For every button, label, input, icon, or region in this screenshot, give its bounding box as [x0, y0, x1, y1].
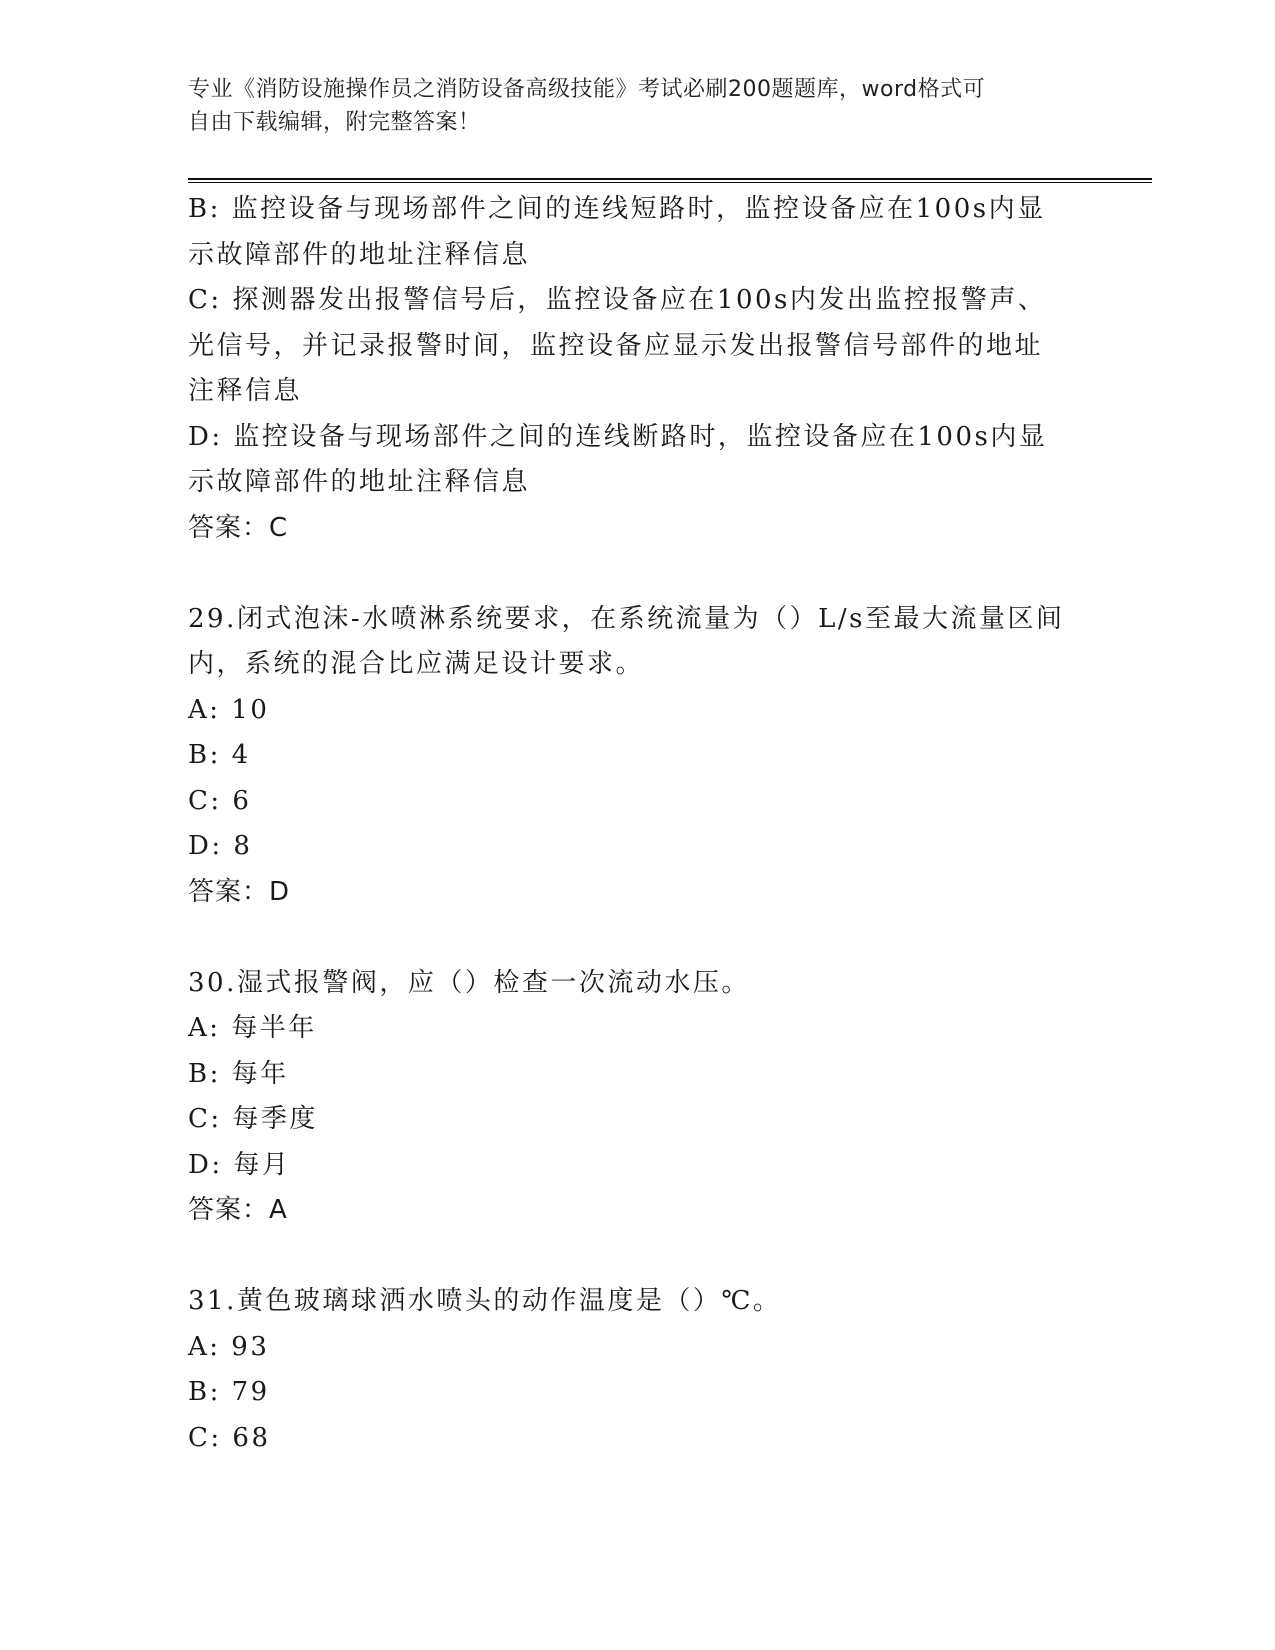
- spacer: [188, 1234, 1078, 1280]
- option-c-line-2: 光信号，并记录报警时间，监控设备应显示发出报警信号部件的地址: [188, 330, 1044, 361]
- question-30-option-a: A: 每半年: [188, 1013, 317, 1043]
- option-b-line-1: B: 监控设备与现场部件之间的连线短路时，监控设备应在100s内显: [188, 194, 1046, 224]
- spacer: [188, 551, 1078, 597]
- question-31: [188, 1279, 1078, 1461]
- question-30: [188, 961, 1078, 1234]
- question-29-option-a: A: 10: [188, 694, 270, 725]
- question-30-option-c: C: 每季度: [188, 1104, 318, 1134]
- question-31-stem: 31.黄色玻璃球洒水喷头的动作温度是（）℃。: [188, 1286, 782, 1316]
- header-line-1: 专业《消防设施操作员之消防设备高级技能》考试必刷200题题库，word格式可: [188, 77, 986, 102]
- question-28-remainder: [188, 187, 1078, 551]
- header-line-2: 自由下载编辑，附完整答案！: [188, 110, 481, 135]
- answer-29: 答案：D: [188, 876, 291, 907]
- spacer: [188, 915, 1078, 961]
- header-divider: [188, 178, 1152, 183]
- question-31-option-b: B: 79: [188, 1377, 270, 1407]
- question-29-option-d: D: 8: [188, 831, 253, 861]
- question-30-option-b: B: 每年: [188, 1058, 289, 1089]
- option-c-line-3: 注释信息: [188, 376, 303, 406]
- option-d-line-2: 示故障部件的地址注释信息: [188, 467, 531, 497]
- question-29-option-b: B: 4: [188, 740, 251, 770]
- question-30-stem: 30.湿式报警阀，应（）检查一次流动水压。: [188, 967, 750, 998]
- option-c-line-1: C: 探测器发出报警信号后，监控设备应在100s内发出监控报警声、: [188, 285, 1047, 315]
- question-31-option-c: C: 68: [188, 1422, 271, 1453]
- question-29-option-c: C: 6: [188, 785, 252, 816]
- option-b-line-2: 示故障部件的地址注释信息: [188, 239, 531, 270]
- answer-28: 答案：C: [188, 512, 289, 543]
- question-29-stem-line-2: 内，系统的混合比应满足设计要求。: [188, 649, 645, 679]
- option-d-line-1: D: 监控设备与现场部件之间的连线断路时，监控设备应在100s内显: [188, 421, 1048, 452]
- question-30-option-d: D: 每月: [188, 1149, 291, 1180]
- question-29: [188, 597, 1078, 916]
- answer-30: 答案：A: [188, 1195, 288, 1225]
- document-header: [188, 73, 1068, 139]
- question-29-stem-line-1: 29.闭式泡沫-水喷淋系统要求，在系统流量为（）L/s至最大流量区间: [188, 603, 1065, 634]
- question-31-option-a: A: 93: [188, 1331, 270, 1362]
- document-body: [188, 187, 1078, 1461]
